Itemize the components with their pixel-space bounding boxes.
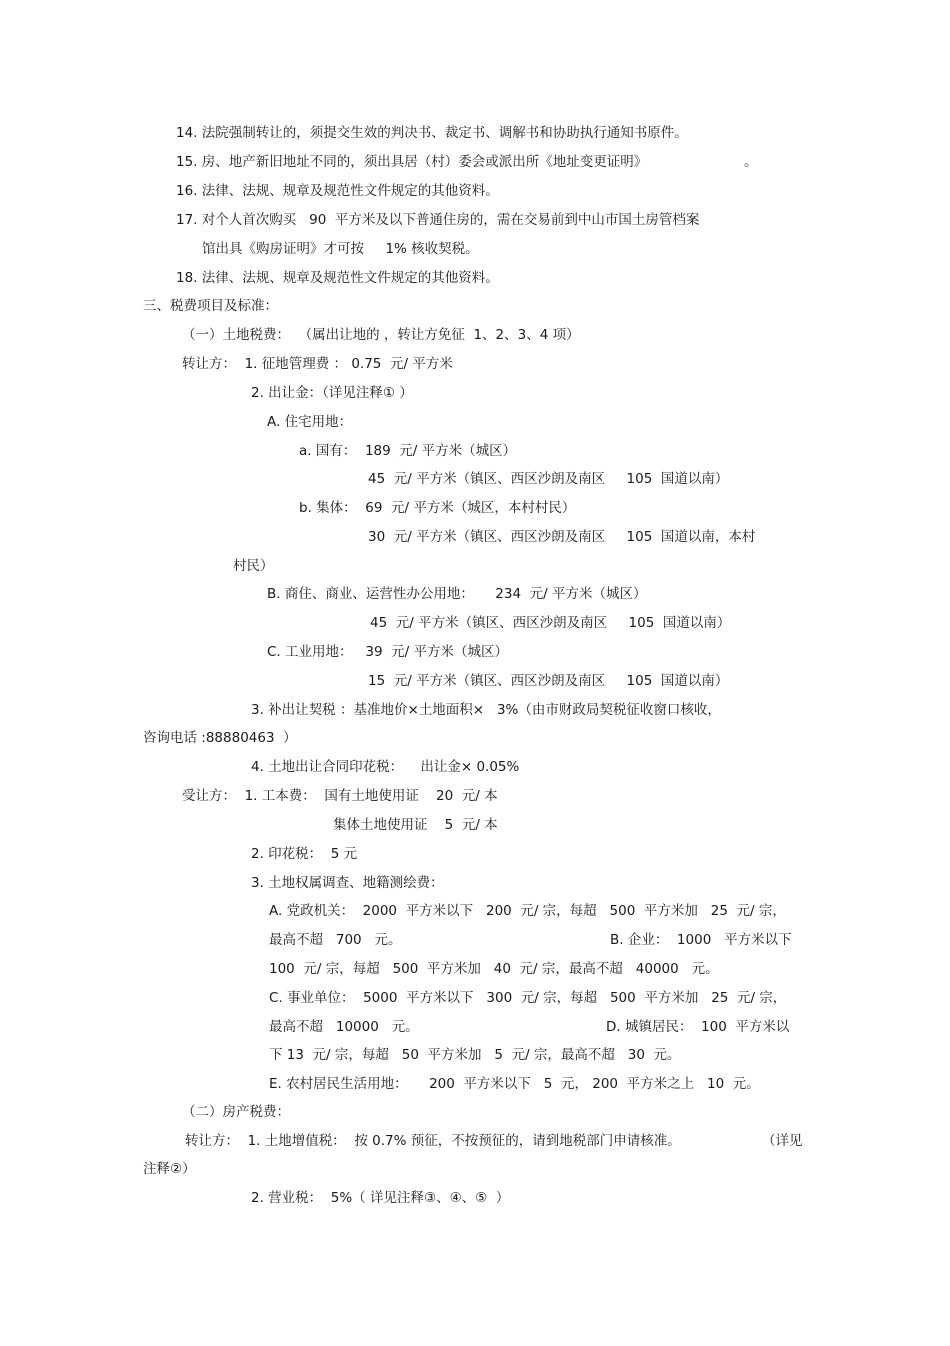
collective-rate-town-cont: 村民） (233, 558, 274, 574)
survey-fee-institution: C. 事业单位： 5000 平方米以下 300 元/ 宗，每超 500 平方米加 25 元/ 宗， (269, 990, 787, 1006)
collective-rate: b. 集体： 69 元/ 平方米（城区，本村村民） (299, 500, 576, 516)
commercial-land-town: 45 元/ 平方米（镇区、西区沙朗及南区 105 国道以南） (370, 615, 731, 631)
transferee-fee-1: 受让方： 1. 工本费： 国有土地使用证 20 元/ 本 (182, 788, 498, 804)
item-17-cont: 馆出具《购房证明》才可按 1% 核收契税。 (202, 241, 479, 257)
survey-fee-heading: 3. 土地权属调查、地籍测绘费： (251, 875, 444, 891)
survey-fee-urban: D. 城镇居民： 100 平方米以 (606, 1019, 790, 1035)
item-14: 14. 法院强制转让的，须提交生效的判决书、裁定书、调解书和协助执行通知书原件。 (176, 125, 688, 141)
state-owned-rate-town: 45 元/ 平方米（镇区、西区沙朗及南区 105 国道以南） (368, 471, 729, 487)
survey-fee-rural: E. 农村居民生活用地： 200 平方米以下 5 元， 200 平方米之上 10 元。 (269, 1076, 760, 1092)
item-15-period: 。 (744, 154, 758, 170)
deed-tax-phone: 咨询电话 :88880463 ） (143, 730, 297, 746)
item-15: 15. 房、地产新旧地址不同的，须出具居（村）委会或派出所《地址变更证明》 (176, 154, 648, 170)
collective-rate-town: 30 元/ 平方米（镇区、西区沙朗及南区 105 国道以南，本村 (368, 529, 756, 545)
item-16: 16. 法律、法规、规章及规范性文件规定的其他资料。 (176, 183, 499, 199)
transferor-fee-1: 转让方： 1. 征地管理费 ： 0.75 元/ 平方米 (182, 356, 453, 372)
deed-tax: 3. 补出让契税 ：基准地价×土地面积× 3%（由市财政局契税征收窗口核收， (251, 702, 721, 718)
land-value-tax-note: （详见 (762, 1133, 803, 1149)
collective-certificate-fee: 集体土地使用证 5 元/ 本 (333, 817, 498, 833)
survey-fee-government: A. 党政机关： 2000 平方米以下 200 元/ 宗，每超 500 平方米加 25 元/ 宗， (269, 903, 786, 919)
subsection-property-tax: （二）房产税费： (182, 1104, 290, 1120)
stamp-duty: 2. 印花税： 5 元 (251, 846, 358, 862)
subsection-land-tax: （一）土地税费： （属出让地的 ，转让方免征 1、2、3、4 项） (182, 327, 580, 343)
business-tax: 2. 营业税： 5%（ 详见注释③、④、⑤ ） (251, 1190, 510, 1206)
item-18: 18. 法律、法规、规章及规范性文件规定的其他资料。 (176, 270, 499, 286)
section-3-heading: 三、税费项目及标准： (143, 298, 278, 314)
residential-land: A. 住宅用地： (267, 414, 353, 430)
survey-fee-government-max: 最高不超 700 元。 (269, 932, 402, 948)
survey-fee-urban-cont: 下 13 元/ 宗，每超 50 平方米加 5 元/ 宗，最高不超 30 元。 (269, 1047, 681, 1063)
industrial-land: C. 工业用地： 39 元/ 平方米（城区） (267, 644, 508, 660)
survey-fee-enterprise: B. 企业： 1000 平方米以下 (610, 932, 792, 948)
survey-fee-enterprise-cont: 100 元/ 宗，每超 500 平方米加 40 元/ 宗，最高不超 40000 元。 (269, 961, 719, 977)
stamp-duty-contract: 4. 土地出让合同印花税： 出让金× 0.05% (251, 759, 520, 775)
land-value-tax-note-cont: 注释②） (143, 1161, 196, 1177)
state-owned-rate: a. 国有： 189 元/ 平方米（城区） (299, 443, 517, 459)
item-17: 17. 对个人首次购买 90 平方米及以下普通住房的，需在交易前到中山市国土房管档案 (176, 212, 700, 228)
industrial-land-town: 15 元/ 平方米（镇区、西区沙朗及南区 105 国道以南） (368, 673, 729, 689)
survey-fee-institution-max: 最高不超 10000 元。 (269, 1019, 419, 1035)
commercial-land: B. 商住、商业、运营性办公用地： 234 元/ 平方米（城区） (267, 586, 647, 602)
land-value-tax: 转让方： 1. 土地增值税： 按 0.7% 预征，不按预征的，请到地税部门申请核准。 (185, 1133, 681, 1149)
transferor-fee-2: 2. 出让金：（详见注释① ） (251, 385, 413, 401)
